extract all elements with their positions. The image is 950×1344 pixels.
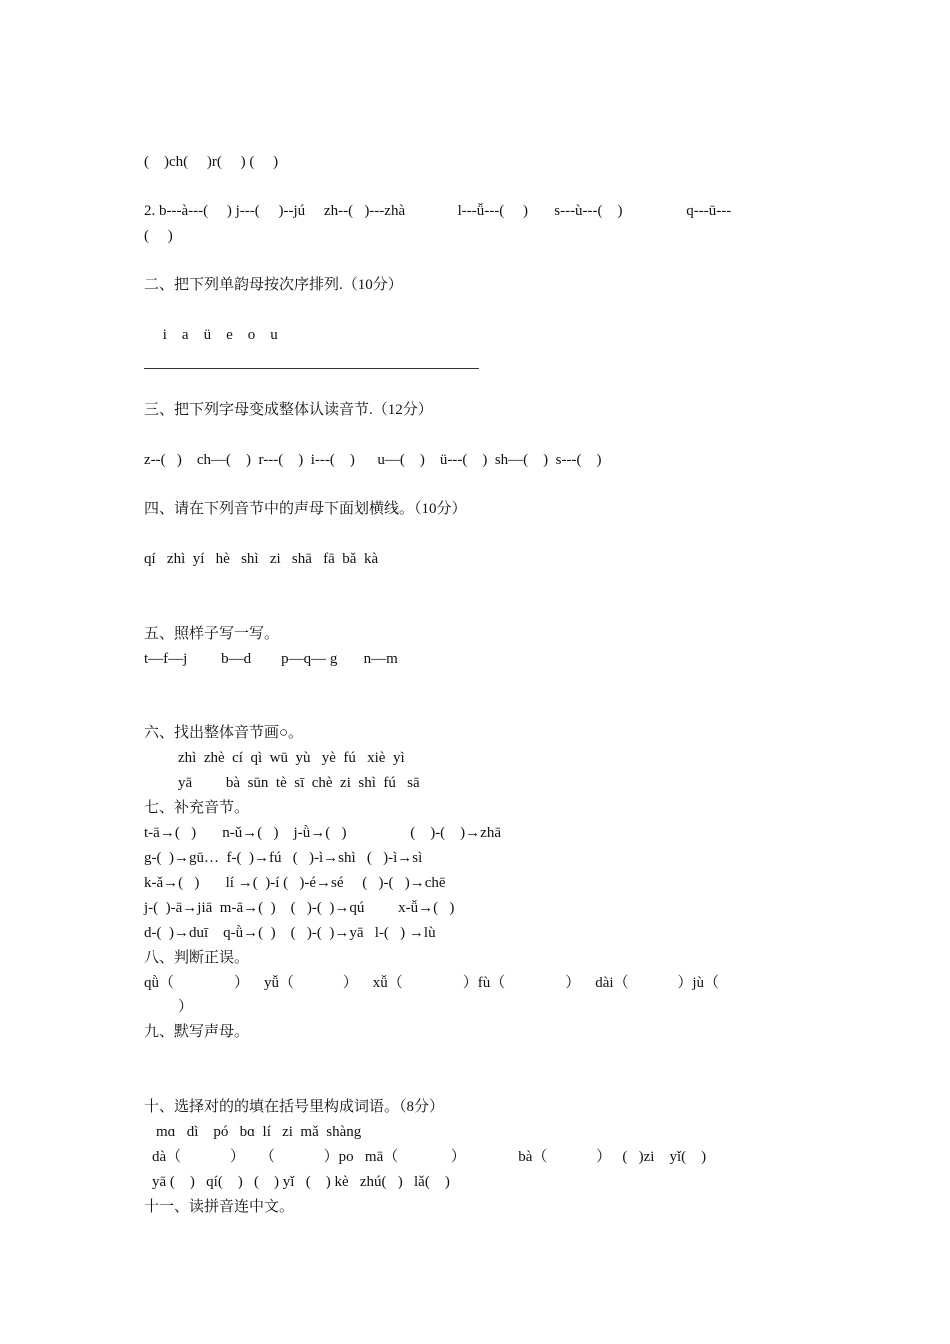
section-10-heading: 十、选择对的的填在括号里构成词语。（8分） <box>144 1099 445 1115</box>
line-q2: 2. b---à---( ) j---( )--jú zh--( )---zhà l---ǚ---( ) s---ù---( ) q---ū--- <box>144 203 732 219</box>
section-4-heading: 四、请在下列音节中的声母下面划横线。（10分） <box>144 501 467 517</box>
line-fill-ch-r: ( )ch( )r( ) ( ) <box>144 154 279 170</box>
section-11-heading: 十一、读拼音连中文。 <box>144 1199 295 1215</box>
section-10-options: mɑ dì pó bɑ lí zi mǎ shàng <box>156 1124 362 1140</box>
section-6-row-1: zhì zhè cí qì wū yù yè fú xiè yì <box>178 750 405 766</box>
section-8-heading: 八、判断正误。 <box>144 950 250 966</box>
section-8-wrap: ） <box>178 999 194 1015</box>
section-3-items: z--( ) ch—( ) r---( ) i---( ) u—( ) ü---( ) sh—( ) s---( ) <box>144 452 602 468</box>
section-7-row-5: d-( )→duī q-ǜ→( ) ( )-( )→yā l-( ) →lù <box>144 925 436 941</box>
section-7-row-1: t-ā→( ) n-ǔ→( ) j-ǜ→( ) ( )-( )→zhā <box>144 825 501 841</box>
section-6-heading: 六、找出整体音节画○。 <box>144 725 304 741</box>
section-3-heading: 三、把下列字母变成整体认读音节.（12分） <box>144 402 433 418</box>
section-5-example: t—f—j b—d p—q— g n—m <box>144 651 398 667</box>
section-4-syllables: qí zhì yí hè shì zi shā fā bǎ kà <box>144 551 379 567</box>
answer-underline <box>144 368 479 369</box>
section-10-row-1: dà（ ） （ ）po mā（ ） bà（ ） ( )zi yǐ( ) <box>152 1149 707 1165</box>
section-7-row-3: k-ǎ→( ) lí →( )-í ( )-é→sé ( )-( )→chē <box>144 875 446 891</box>
section-8-items: qǜ（ ） yǚ（ ） xǚ（ ）fù（ ） dài（ ）jù（ <box>144 975 719 991</box>
section-10-row-2: yā ( ) qí( ) ( ) yǐ ( ) kè zhú( ) lǎ( ) <box>152 1174 450 1190</box>
section-6-row-2: yā bà sūn tè sī chè zi shì fú sā <box>178 775 420 791</box>
section-2-heading: 二、把下列单韵母按次序排列.（10分） <box>144 277 403 293</box>
section-2-vowels: i a ü e o u <box>144 327 278 343</box>
section-5-heading: 五、照样子写一写。 <box>144 626 280 642</box>
section-7-heading: 七、补充音节。 <box>144 800 250 816</box>
section-9-heading: 九、默写声母。 <box>144 1024 250 1040</box>
section-7-row-4: j-( )-ā→jiā m-ā→( ) ( )-( )→qú x-ǚ→( ) <box>144 900 455 916</box>
line-q2-wrap: ( ) <box>144 228 173 244</box>
section-7-row-2: g-( )→gū… f-( )→fú ( )-ì→shì ( )-ì→sì <box>144 850 423 866</box>
